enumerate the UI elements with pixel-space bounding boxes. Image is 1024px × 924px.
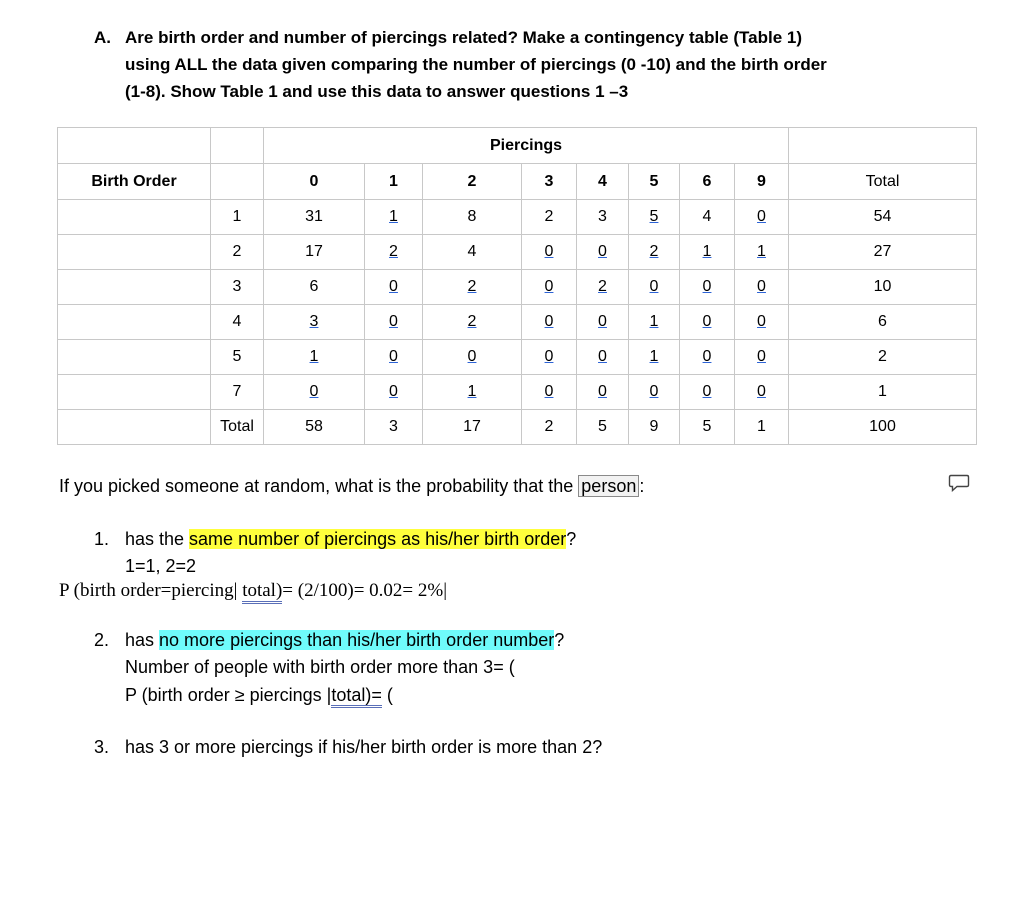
totals-row — [58, 410, 977, 445]
col-header: 3 — [522, 164, 577, 200]
data-cell: 4 — [423, 235, 522, 270]
data-cell: 0 — [365, 270, 423, 305]
data-cell: 17 — [264, 235, 365, 270]
row-total: 54 — [789, 200, 977, 235]
q1-formula-a: P (birth order=piercing| — [59, 580, 243, 601]
question-3-text: has 3 or more piercings if his/her birth order is more than 2? — [125, 737, 603, 757]
data-cell: 1 — [735, 235, 789, 270]
heading-letter: A. — [94, 28, 111, 47]
table-header-row — [58, 164, 977, 200]
birth-order-cell: 1 — [211, 200, 264, 235]
data-cell: 0 — [522, 305, 577, 340]
table-row — [58, 235, 977, 270]
data-cell: 3 — [577, 200, 629, 235]
q2-highlight: no more piercings than his/her birth order number — [159, 630, 555, 650]
q2-post: ? — [554, 630, 565, 650]
comment-icon[interactable] — [948, 474, 970, 492]
q2-line3-a: P (birth order ≥ piercings | — [125, 685, 332, 705]
question-3-number: 3. — [94, 737, 110, 757]
data-cell: 3 — [264, 305, 365, 340]
data-cell: 0 — [423, 340, 522, 375]
column-total: 2 — [522, 410, 577, 445]
col-header: 2 — [423, 164, 522, 200]
contingency-table — [57, 127, 977, 445]
row-total: 6 — [789, 305, 977, 340]
data-cell: 0 — [577, 340, 629, 375]
birth-order-header: Birth Order — [58, 164, 211, 200]
data-cell: 0 — [365, 340, 423, 375]
q2-line3-b: ( — [381, 685, 393, 705]
heading-line-3: (1-8). Show Table 1 and use this data to answer questions 1 –3 — [125, 82, 629, 101]
data-cell: 31 — [264, 200, 365, 235]
data-cell: 0 — [735, 375, 789, 410]
birth-order-cell: 5 — [211, 340, 264, 375]
col-header: 5 — [629, 164, 680, 200]
row-total: 27 — [789, 235, 977, 270]
col-header: 0 — [264, 164, 365, 200]
birth-order-cell: 4 — [211, 305, 264, 340]
column-total: 9 — [629, 410, 680, 445]
data-cell: 0 — [735, 340, 789, 375]
data-cell: 0 — [680, 305, 735, 340]
data-cell: 8 — [423, 200, 522, 235]
data-cell: 0 — [680, 375, 735, 410]
data-cell: 2 — [577, 270, 629, 305]
row-total: 10 — [789, 270, 977, 305]
q1-formula-total: total) — [242, 580, 282, 604]
data-cell: 0 — [522, 375, 577, 410]
birth-order-cell: 2 — [211, 235, 264, 270]
question-1-number: 1. — [94, 529, 110, 549]
column-total: 5 — [577, 410, 629, 445]
data-cell: 0 — [365, 375, 423, 410]
column-total: 58 — [264, 410, 365, 445]
birth-order-cell: 7 — [211, 375, 264, 410]
question-suffix: : — [639, 476, 645, 496]
data-cell: 2 — [423, 305, 522, 340]
col-header: 6 — [680, 164, 735, 200]
data-cell: 0 — [735, 200, 789, 235]
heading-line-2: using ALL the data given comparing the number of piercings (0 -10) and the birth order — [125, 55, 827, 74]
data-cell: 0 — [522, 235, 577, 270]
data-cell: 2 — [629, 235, 680, 270]
data-cell: 5 — [629, 200, 680, 235]
birth-order-cell: 3 — [211, 270, 264, 305]
table-row — [58, 375, 977, 410]
col-header: 1 — [365, 164, 423, 200]
data-cell: 0 — [577, 305, 629, 340]
data-cell: 1 — [264, 340, 365, 375]
col-header: 9 — [735, 164, 789, 200]
data-cell: 1 — [365, 200, 423, 235]
q2-line-3 — [125, 685, 393, 706]
column-total: 17 — [423, 410, 522, 445]
probability-question — [59, 476, 644, 497]
column-total: 5 — [680, 410, 735, 445]
q1-post: ? — [566, 529, 577, 549]
data-cell: 0 — [680, 340, 735, 375]
q1-formula — [59, 580, 447, 602]
data-cell: 0 — [629, 375, 680, 410]
row-total: 2 — [789, 340, 977, 375]
table-row — [58, 340, 977, 375]
q2-pre: has — [125, 630, 160, 650]
q2-line-2: Number of people with birth order more than 3= ( — [125, 657, 515, 677]
data-cell: 0 — [522, 340, 577, 375]
question-a-heading — [94, 24, 934, 105]
table-row — [58, 200, 977, 235]
data-cell: 0 — [680, 270, 735, 305]
data-cell: 0 — [522, 270, 577, 305]
grand-total: 100 — [789, 410, 977, 445]
piercings-title: Piercings — [264, 128, 789, 164]
data-cell: 0 — [735, 305, 789, 340]
q1-formula-b: = (2/100)= 0.02= 2%| — [282, 580, 448, 601]
data-cell: 0 — [735, 270, 789, 305]
data-cell: 1 — [629, 305, 680, 340]
data-cell: 0 — [577, 235, 629, 270]
table-row — [58, 305, 977, 340]
selected-word-person[interactable]: person — [578, 475, 639, 497]
col-header: 4 — [577, 164, 629, 200]
q1-highlight: same number of piercings as his/her birth order — [189, 529, 567, 549]
totals-label: Total — [211, 410, 264, 445]
data-cell: 2 — [365, 235, 423, 270]
total-header: Total — [789, 164, 977, 200]
column-total: 3 — [365, 410, 423, 445]
row-total: 1 — [789, 375, 977, 410]
data-cell: 0 — [577, 375, 629, 410]
data-cell: 0 — [629, 270, 680, 305]
data-cell: 2 — [522, 200, 577, 235]
column-total: 1 — [735, 410, 789, 445]
data-cell: 1 — [423, 375, 522, 410]
data-cell: 1 — [629, 340, 680, 375]
data-cell: 2 — [423, 270, 522, 305]
data-cell: 6 — [264, 270, 365, 305]
q1-pre: has the — [125, 529, 190, 549]
q2-line3-total: total)= — [331, 685, 382, 708]
q1-note: 1=1, 2=2 — [125, 556, 197, 576]
data-cell: 0 — [264, 375, 365, 410]
heading-line-1: Are birth order and number of piercings related? Make a contingency table (Table 1) — [125, 28, 802, 47]
data-cell: 4 — [680, 200, 735, 235]
question-2-number: 2. — [94, 630, 110, 650]
question-prefix: If you picked someone at random, what is the probability that the — [59, 476, 579, 496]
data-cell: 1 — [680, 235, 735, 270]
table-row — [58, 270, 977, 305]
data-cell: 0 — [365, 305, 423, 340]
table-title-row — [58, 128, 977, 164]
